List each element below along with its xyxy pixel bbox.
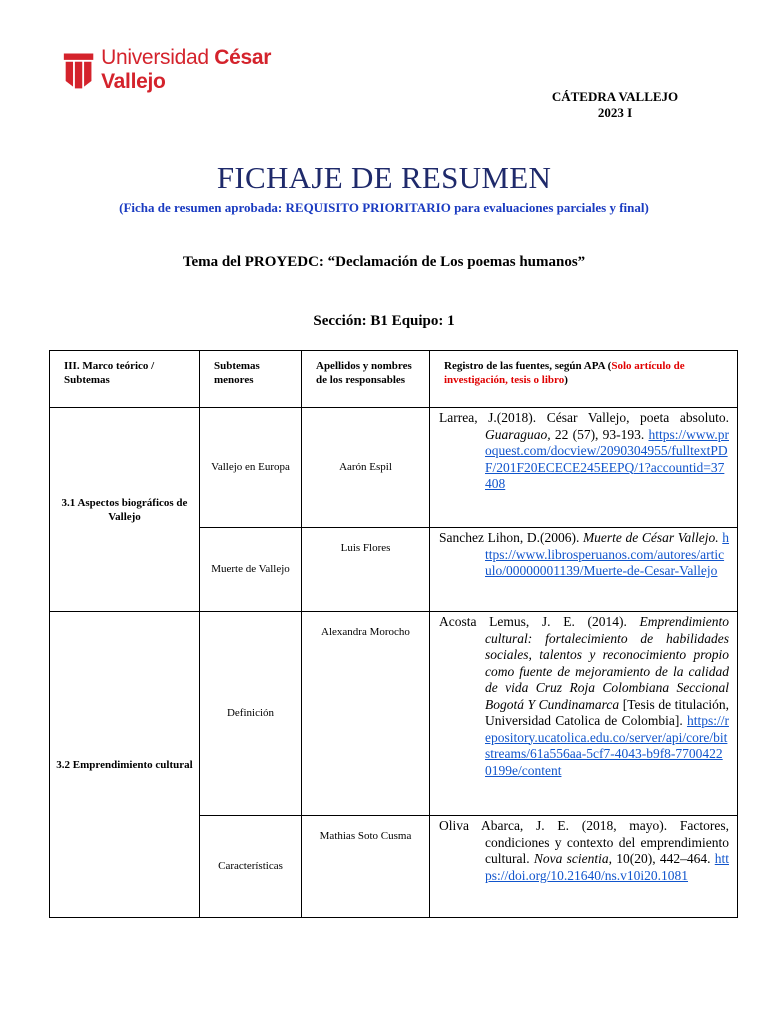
university-logo [62,46,322,93]
subtema-cell: Características [200,816,302,918]
header-registro-fuentes: Registro de las fuentes, según APA (Solo artículo de investigación, tesis o libro) [430,351,738,408]
header-responsables: Apellidos y nombres de los responsables [302,351,430,408]
table-row [50,612,738,816]
responsable-cell: Alexandra Morocho [302,612,430,816]
catedra-year: 2023 I [597,105,633,120]
responsable-cell: Aarón Espil [302,408,430,528]
section-label: 3.2 Emprendimiento cultural [50,612,200,918]
table-header-row [50,351,738,408]
responsable-cell: Luis Flores [302,528,430,612]
header-marco-teorico: III. Marco teórico / Subtemas [50,351,200,408]
reference-link[interactable]: https://www.librosperuanos.com/autores/articulo/00000001139/Muerte-de-Cesar-Vallejo [485,530,730,578]
page-title: FICHAJE DE RESUMEN [216,160,552,195]
header-subtemas-menores: Subtemas menores [200,351,302,408]
project-theme: Tema del PROYEDC: “Declamación de Los poemas humanos” [182,254,586,270]
table-row [50,408,738,528]
logo-text: Universidad César Vallejo [101,46,272,93]
page-subtitle: (Ficha de resumen aprobada: REQUISITO PRIORITARIO para evaluaciones parciales y final) [119,200,649,215]
reference-link[interactable]: https://repository.ucatolica.edu.co/server/api/core/bitstreams/61a556aa-5cf7-4043-b9f8-77004220199e/content [485,713,730,778]
catedra-header [520,89,710,121]
reference-cell: Acosta Lemus, J. E. (2014). Emprendimiento cultural: fortalecimiento de habilidades sociales, talentos y reconocimiento propio como fuente de mejoramiento de la calidad de vida Cruz Roja Colombiana Seccional Bogotá Y Cundinamarca [Tesis de titulación, Universidad Catolica de Colombia]. https://repository.ucatolica.edu.co/server/api/core/bitstreams/61a556aa-5cf7-4043-b9f8-77004220199e/content [430,612,738,816]
section-team: Sección: B1 Equipo: 1 [313,313,455,329]
reference-link[interactable]: https://www.proquest.com/docview/2090304955/fulltextPDF/201F20ECECE245EEPQ/1?accountid=37408 [485,426,729,491]
catedra-name: CÁTEDRA VALLEJO [551,89,679,104]
reference-cell: Sanchez Lihon, D.(2006). Muerte de César Vallejo. https://www.librosperuanos.com/autores/articulo/00000001139/Muerte-de-Cesar-Vallejo [430,528,738,612]
subtema-cell: Muerte de Vallejo [200,528,302,612]
reference-cell: Larrea, J.(2018). César Vallejo, poeta absoluto. Guaraguao, 22 (57), 93-193. https://www.proquest.com/docview/2090304955/fulltextPDF/201F20ECECE245EEPQ/1?accountid=37408 [430,408,738,528]
reference-link[interactable]: https://doi.org/10.21640/ns.v10i20.1081 [485,851,729,883]
responsable-cell: Mathias Soto Cusma [302,816,430,918]
section-label: 3.1 Aspectos biográficos de Vallejo [50,408,200,612]
subtema-cell: Vallejo en Europa [200,408,302,528]
subtema-cell: Definición [200,612,302,816]
sources-table [49,350,738,918]
reference-cell: Oliva Abarca, J. E. (2018, mayo). Factores, condiciones y contexto del emprendimiento cultural. Nova scientia, 10(20), 442–464. https://doi.org/10.21640/ns.v10i20.1081 [430,816,738,918]
ucv-emblem-icon [62,50,95,90]
